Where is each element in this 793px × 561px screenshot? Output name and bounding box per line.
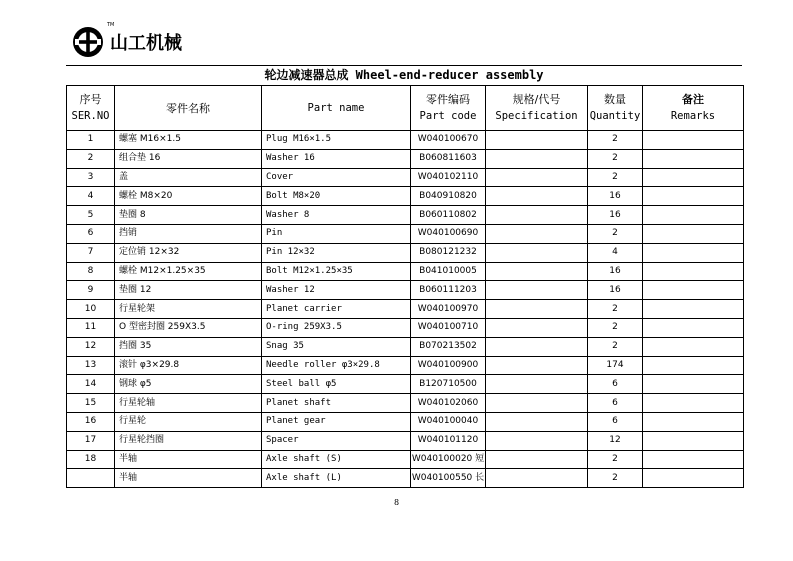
cell-remarks [643, 300, 744, 319]
cell-quantity: 6 [588, 394, 643, 413]
cell-part-code: B070213502 [411, 337, 486, 356]
cell-spec [486, 469, 588, 488]
cell-name-en: Spacer [262, 431, 411, 450]
cell-quantity: 2 [588, 450, 643, 469]
cell-spec [486, 281, 588, 300]
cell-name-en: Washer 16 [262, 149, 411, 168]
table-row [67, 224, 744, 243]
cell-quantity: 16 [588, 206, 643, 225]
cell-name-cn: 滚针 φ3×29.8 [115, 356, 262, 375]
cell-name-cn: 垫圈 12 [115, 281, 262, 300]
page-number: 8 [393, 498, 400, 507]
cell-spec [486, 300, 588, 319]
cell-name-cn: 螺塞 M16×1.5 [115, 131, 262, 150]
cell-ser: 14 [67, 375, 115, 394]
cell-name-en: Plug M16×1.5 [262, 131, 411, 150]
cell-name-cn: 组合垫 16 [115, 149, 262, 168]
cell-spec [486, 412, 588, 431]
cell-name-cn: 螺栓 M12×1.25×35 [115, 262, 262, 281]
cell-remarks [643, 262, 744, 281]
cell-ser: 15 [67, 394, 115, 413]
brand-logo [72, 24, 182, 60]
cell-quantity: 16 [588, 281, 643, 300]
cell-quantity: 6 [588, 412, 643, 431]
header-name-en: Part name [262, 86, 411, 131]
cell-part-code: W040101120 [411, 431, 486, 450]
cell-name-en: Snag 35 [262, 337, 411, 356]
cell-part-code: B060811603 [411, 149, 486, 168]
cell-name-cn: 垫圈 8 [115, 206, 262, 225]
cell-remarks [643, 337, 744, 356]
table-row [67, 168, 744, 187]
cell-ser: 9 [67, 281, 115, 300]
cell-name-en: Planet shaft [262, 394, 411, 413]
cell-name-en: Axle shaft (L) [262, 469, 411, 488]
cell-ser: 13 [67, 356, 115, 375]
cell-remarks [643, 243, 744, 262]
cell-part-code: B040910820 [411, 187, 486, 206]
cell-part-code: W040100550 长 [411, 469, 486, 488]
cell-quantity: 2 [588, 168, 643, 187]
cell-ser: 4 [67, 187, 115, 206]
cell-spec [486, 356, 588, 375]
cell-name-en: Planet carrier [262, 300, 411, 319]
cell-remarks [643, 168, 744, 187]
cell-quantity: 2 [588, 300, 643, 319]
cell-part-code: B041010005 [411, 262, 486, 281]
header-remarks: 备注 Remarks [643, 86, 744, 131]
cell-name-en: O-ring 259X3.5 [262, 318, 411, 337]
cell-spec [486, 168, 588, 187]
cell-remarks [643, 149, 744, 168]
trademark-mark: TM [107, 22, 115, 28]
cell-part-code: B080121232 [411, 243, 486, 262]
cell-remarks [643, 224, 744, 243]
cell-part-code: W040100690 [411, 224, 486, 243]
cell-name-cn: 行星轮架 [115, 300, 262, 319]
cell-ser: 11 [67, 318, 115, 337]
cell-remarks [643, 394, 744, 413]
table-row [67, 149, 744, 168]
parts-table-body [67, 131, 744, 488]
cell-name-cn: 挡圈 35 [115, 337, 262, 356]
cell-name-cn: 钢球 φ5 [115, 375, 262, 394]
cell-quantity: 12 [588, 431, 643, 450]
table-header-row [67, 86, 744, 131]
cell-part-code: W040100710 [411, 318, 486, 337]
cell-ser: 5 [67, 206, 115, 225]
cell-part-code: W040100970 [411, 300, 486, 319]
cell-name-cn: 行星轮 [115, 412, 262, 431]
brand-name: 山工机械 [110, 33, 182, 54]
cell-name-cn: 盖 [115, 168, 262, 187]
cell-quantity: 2 [588, 131, 643, 150]
header-name-cn: 零件名称 [115, 86, 262, 131]
cell-name-cn: 行星轮轴 [115, 394, 262, 413]
cell-ser: 17 [67, 431, 115, 450]
document-title: 轮边减速器总成 Wheel-end-reducer assembly [264, 68, 544, 82]
cell-part-code: B060111203 [411, 281, 486, 300]
cell-part-code: W040100040 [411, 412, 486, 431]
cell-spec [486, 187, 588, 206]
cell-ser: 10 [67, 300, 115, 319]
cell-remarks [643, 356, 744, 375]
table-row [67, 281, 744, 300]
cell-remarks [643, 375, 744, 394]
table-row [67, 300, 744, 319]
cell-ser: 8 [67, 262, 115, 281]
cell-ser: 7 [67, 243, 115, 262]
table-row [67, 356, 744, 375]
cell-name-en: Pin 12×32 [262, 243, 411, 262]
table-row [67, 318, 744, 337]
cell-name-en: Washer 8 [262, 206, 411, 225]
cell-remarks [643, 318, 744, 337]
cell-name-cn: 挡销 [115, 224, 262, 243]
cell-part-code: B120710500 [411, 375, 486, 394]
cell-remarks [643, 206, 744, 225]
cell-quantity: 2 [588, 224, 643, 243]
parts-table [66, 85, 744, 488]
cell-quantity: 2 [588, 318, 643, 337]
cell-spec [486, 149, 588, 168]
cell-name-cn: 螺栓 M8×20 [115, 187, 262, 206]
header-qty: 数量 Quantity [588, 86, 643, 131]
cell-ser: 18 [67, 450, 115, 469]
cell-remarks [643, 450, 744, 469]
cell-spec [486, 131, 588, 150]
cell-spec [486, 450, 588, 469]
table-row [67, 337, 744, 356]
cell-part-code: W040100900 [411, 356, 486, 375]
cell-quantity: 2 [588, 149, 643, 168]
cell-name-en: Cover [262, 168, 411, 187]
cell-spec [486, 318, 588, 337]
cell-part-code: W040102060 [411, 394, 486, 413]
cell-spec [486, 375, 588, 394]
cell-remarks [643, 431, 744, 450]
cell-name-cn: O 型密封圈 259X3.5 [115, 318, 262, 337]
cell-ser: 12 [67, 337, 115, 356]
cell-name-cn: 半轴 [115, 450, 262, 469]
cell-quantity: 174 [588, 356, 643, 375]
header-spec: 规格/代号 Specification [486, 86, 588, 131]
cell-quantity: 2 [588, 469, 643, 488]
cell-spec [486, 262, 588, 281]
cell-quantity: 16 [588, 187, 643, 206]
cell-name-en: Bolt M12×1.25×35 [262, 262, 411, 281]
cell-name-en: Planet gear [262, 412, 411, 431]
table-row [67, 206, 744, 225]
table-row [67, 450, 744, 469]
cell-ser: 1 [67, 131, 115, 150]
cell-name-en: Bolt M8×20 [262, 187, 411, 206]
table-row [67, 243, 744, 262]
cell-remarks [643, 281, 744, 300]
cell-quantity: 6 [588, 375, 643, 394]
cell-spec [486, 394, 588, 413]
table-row [67, 394, 744, 413]
cell-ser: 16 [67, 412, 115, 431]
cell-quantity: 4 [588, 243, 643, 262]
cell-part-code: W040100670 [411, 131, 486, 150]
table-row [67, 469, 744, 488]
cell-part-code: B060110802 [411, 206, 486, 225]
cell-quantity: 16 [588, 262, 643, 281]
cell-spec [486, 224, 588, 243]
cell-spec [486, 243, 588, 262]
table-row [67, 412, 744, 431]
cell-name-cn: 定位销 12×32 [115, 243, 262, 262]
cell-ser: 2 [67, 149, 115, 168]
cell-spec [486, 337, 588, 356]
table-row [67, 375, 744, 394]
cell-ser: 6 [67, 224, 115, 243]
cell-name-en: Washer 12 [262, 281, 411, 300]
cell-remarks [643, 469, 744, 488]
cell-name-en: Steel ball φ5 [262, 375, 411, 394]
cell-part-code: W040100020 短 [411, 450, 486, 469]
cell-part-code: W040102110 [411, 168, 486, 187]
cell-ser: 3 [67, 168, 115, 187]
cell-remarks [643, 412, 744, 431]
table-row [67, 131, 744, 150]
cell-quantity: 2 [588, 337, 643, 356]
cell-name-en: Needle roller φ3×29.8 [262, 356, 411, 375]
cell-remarks [643, 131, 744, 150]
cell-ser [67, 469, 115, 488]
cell-spec [486, 431, 588, 450]
table-row [67, 431, 744, 450]
cell-name-cn: 行星轮挡圈 [115, 431, 262, 450]
cell-name-en: Axle shaft (S) [262, 450, 411, 469]
cell-spec [486, 206, 588, 225]
cell-name-cn: 半轴 [115, 469, 262, 488]
header-ser: 序号 SER.NO [67, 86, 115, 131]
cell-remarks [643, 187, 744, 206]
cell-name-en: Pin [262, 224, 411, 243]
header-code: 零件编码 Part code [411, 86, 486, 131]
sg-logo-icon [72, 26, 104, 58]
table-row [67, 262, 744, 281]
table-row [67, 187, 744, 206]
